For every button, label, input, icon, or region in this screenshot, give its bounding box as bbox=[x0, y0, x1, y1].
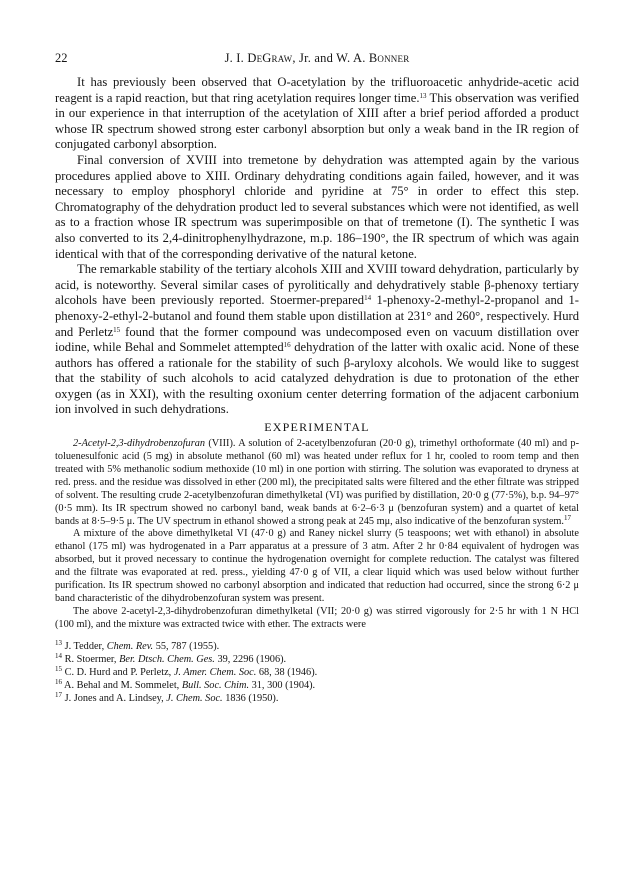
running-head-part: G bbox=[262, 51, 272, 65]
compound-title: 2-Acetyl-2,3-dihydrobenzofuran bbox=[73, 438, 206, 450]
footnote bbox=[55, 653, 579, 666]
journal-page bbox=[55, 51, 579, 706]
footnote-number: 16 bbox=[55, 678, 62, 687]
footnote-journal: Chem. Rev. bbox=[106, 640, 154, 652]
footnote-citation: 68, 38 (1946). bbox=[256, 667, 318, 679]
footnotes bbox=[55, 640, 579, 706]
page-header bbox=[55, 51, 579, 75]
footnote-number: 17 bbox=[55, 691, 62, 700]
reference-marker: 17 bbox=[563, 513, 571, 522]
footnote-journal: Bull. Soc. Chim. bbox=[181, 680, 250, 692]
footnote-number: 13 bbox=[55, 638, 62, 647]
paragraph-text: found that the former compound was undecomposed even on vacuum distillation over iodine, while Behal and Sommelet attempted bbox=[55, 324, 580, 355]
footnote-citation: 31, 300 (1904). bbox=[249, 680, 316, 692]
experimental-paragraph bbox=[55, 438, 579, 528]
running-head-part: J. I. D bbox=[224, 51, 257, 65]
paragraph-text: The remarkable stability of the tertiary alcohols XIII and XVIII toward dehydration, particularly by acid, is noteworthy. Several similar cases of pyrolitically and dehydratively stable β-phenoxy tertiary alcohols have been previously reported. Stoermer-prepared bbox=[55, 262, 579, 308]
footnote bbox=[55, 640, 579, 653]
paragraph-text: It has previously been observed that O-acetylation by the trifluoroacetic anhydride-acetic acid reagent is a rapid reaction, but that ring acetylation requires longer time. bbox=[55, 75, 579, 105]
reference-marker: 15 bbox=[113, 325, 121, 334]
footnote-authors: C. D. Hurd and P. Perletz, bbox=[62, 667, 174, 679]
body-paragraph-stability bbox=[55, 262, 579, 418]
paragraph-text: dehydration of the latter with oxalic acid. None of these authors has offered a rationale for the stability of such β-aryloxy alcohols. We would like to suggest that the stability of such alcohols to acid catalyzed dehydration is due to protonation of the ether oxygen (as in XXI), with the resulting oxonium center deterring formation of the adjacent carbonium ion involved in such dehydrations. bbox=[55, 340, 580, 417]
footnote-journal: J. Amer. Chem. Soc. bbox=[173, 667, 257, 679]
running-head-part: , Jr. and W. A. B bbox=[292, 51, 378, 65]
reference-marker: 13 bbox=[419, 91, 427, 100]
reference-marker: 16 bbox=[283, 341, 291, 350]
footnote-authors: J. Tedder, bbox=[62, 640, 107, 652]
running-head-part: onner bbox=[377, 51, 410, 65]
footnote-authors: J. Jones and A. Lindsey, bbox=[62, 693, 167, 705]
footnote bbox=[55, 666, 579, 679]
experimental-paragraph: A mixture of the above dimethylketal VI (47·0 g) and Raney nickel slurry (5 teaspoons; wet with ethanol) in absolute ethanol (175 ml) was hydrogenated in a Parr apparatus at a pressure of 3 atm. After 2 hr 0·84 equivalent of hydrogen was absorbed, but it proved necessary to continue the hydrogenation overnight for complete reduction. The catalyst was filtered and the filtrate was evaporated at red. press., yielding 47·0 g of VII, a clear liquid which was used below without further purification. Its IR spectrum showed no carbonyl absorption and indicated that reduction had occurred, since the strong 6·2 μ band characteristic of the dihydrobenzofuran system was present. bbox=[55, 528, 579, 604]
footnote-number: 14 bbox=[55, 651, 62, 660]
footnote-journal: J. Chem. Soc. bbox=[166, 693, 223, 705]
footnote bbox=[55, 679, 579, 692]
paragraph-text: This observation was verified in our experience in that interruption of the acetylation of XIII after a brief period afforded a product whose IR spectrum showed strong ester carbonyl absorption but only a weak band in the IR region of conjugated carbonyl absorption. bbox=[55, 90, 579, 152]
reference-marker: 14 bbox=[364, 294, 372, 303]
body-paragraph-dehydration: Final conversion of XVIII into tremetone by dehydration was attempted again by the various procedures applied above to XIII. Ordinary dehydrating conditions again failed, however, and it was necessary to employ phosphoryl chloride and pyridine at 75° in order to effect this step. Chromatography of the dehydration product led to several substances which were not identified, as well as to a fraction whose IR spectrum was superimposible on that of tremetone (I). The synthetic I was also converted to its 2,4-dinitrophenylhydrazone, m.p. 186–190°, the IR spectrum of which was again identical with that of the corresponding derivative of the natural ketone. bbox=[55, 152, 579, 261]
footnote-authors: R. Stoermer, bbox=[62, 653, 120, 665]
footnote-citation: 55, 787 (1955). bbox=[153, 640, 220, 652]
running-head-part: raw bbox=[271, 51, 293, 65]
paragraph-text: 1-phenoxy-2-methyl-2-propanol and 1-phenoxy-2-ethyl-2-butanol and found them stable upon distillation at 231° and 260°, respectively. Hurd and Perletz bbox=[55, 293, 579, 339]
page-number: 22 bbox=[55, 51, 68, 65]
footnote-number: 15 bbox=[55, 665, 62, 674]
paragraph-text: (VIII). A solution of 2-acetylbenzofuran (20·0 g), trimethyl orthoformate (40 ml) and p-toluenesulfonic acid (5 mg) in absolute methanol (60 ml) was heated under reflux for 1 hr, cooled to room temp and then treated with 5% methanolic sodium methoxide (10 ml) in one portion with stirring. The solution was evaporated to dryness at red. press. and the residue was dissolved in ether (200 ml), the precipitated salts were filtered and the ether filtrate was stripped of solvent. The resulting crude 2-acetylbenzofuran dimethylketal (VI) was purified by distillation, 20·0 g (77·5%), b.p. 94–97° (0·5 mm). Its IR spectrum showed no carbonyl band, weak bands at 6·2–6·3 μ (benzofuran system) and a quartet of ketal bands at 8·5–9·5 μ. The UV spectrum in ethanol showed a strong peak at 245 mμ, also indicative of the benzofuran system. bbox=[55, 438, 579, 527]
running-head bbox=[85, 51, 549, 66]
footnote-authors: A. Behal and M. Sommelet, bbox=[62, 680, 182, 692]
running-head-part: e bbox=[256, 51, 263, 65]
footnote bbox=[55, 692, 579, 705]
footnote-journal: Ber. Dtsch. Chem. Ges. bbox=[119, 653, 215, 665]
footnote-citation: 1836 (1950). bbox=[222, 693, 279, 705]
footnote-citation: 39, 2296 (1906). bbox=[214, 653, 287, 665]
section-heading-experimental: EXPERIMENTAL bbox=[264, 420, 370, 435]
body-paragraph-acetylation bbox=[55, 75, 579, 153]
experimental-paragraph: The above 2-acetyl-2,3-dihydrobenzofuran dimethylketal (VII; 20·0 g) was stirred vigorously for 2·5 hr with 1 N HCl (100 ml), and the mixture was extracted twice with ether. The extracts were bbox=[55, 605, 579, 630]
